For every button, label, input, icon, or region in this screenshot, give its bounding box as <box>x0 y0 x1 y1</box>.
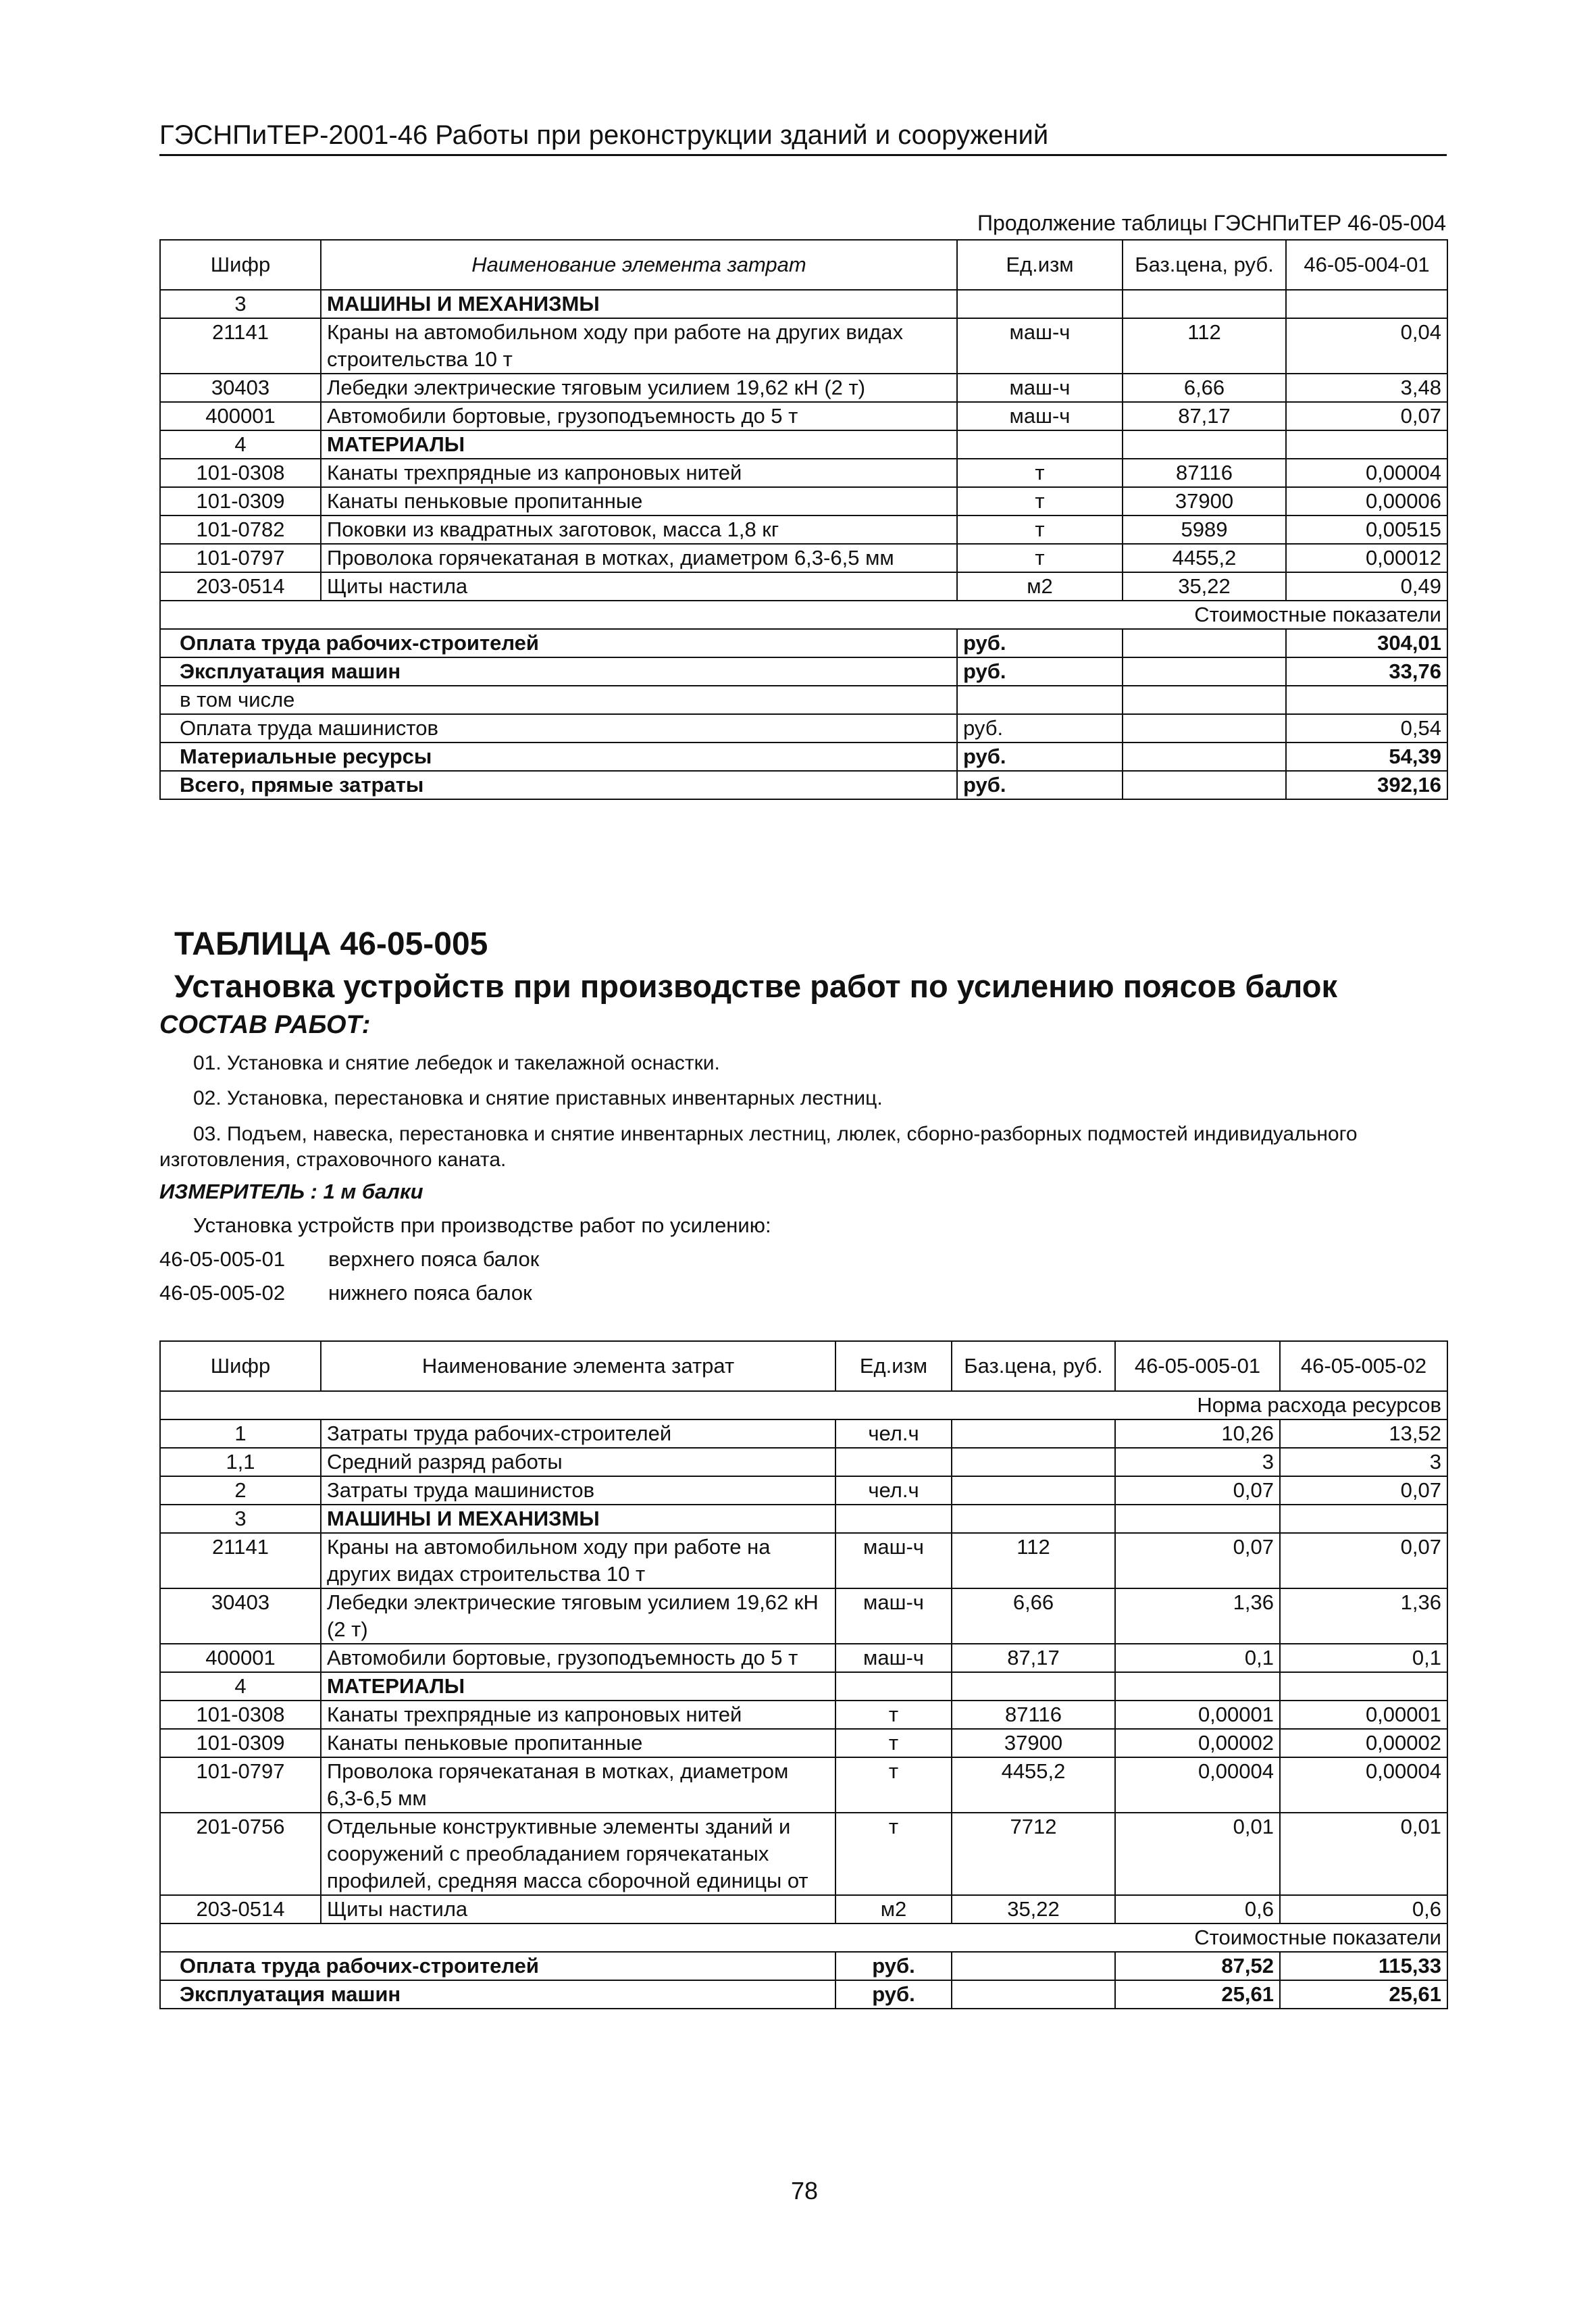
table-row <box>160 1672 1447 1701</box>
cost-row <box>160 771 1447 799</box>
cost-row <box>160 743 1447 771</box>
cost-row <box>160 657 1447 686</box>
row-name: Средний разряд работы <box>321 1448 835 1476</box>
table-row <box>160 402 1447 430</box>
cost-value: 54,39 <box>1286 743 1447 771</box>
row-name: МАШИНЫ И МЕХАНИЗМЫ <box>321 290 957 318</box>
cost-empty <box>1123 771 1286 799</box>
row-unit: маш-ч <box>835 1588 952 1644</box>
row-value-2: 0,07 <box>1280 1476 1447 1505</box>
cost-value-1: 87,52 <box>1115 1952 1280 1980</box>
row-price <box>952 1419 1115 1448</box>
row-value-1: 0,00001 <box>1115 1701 1280 1729</box>
row-price <box>952 1448 1115 1476</box>
row-value-2: 0,6 <box>1280 1895 1447 1923</box>
row-code: 400001 <box>160 402 321 430</box>
row-price: 6,66 <box>952 1588 1115 1644</box>
column-header: Ед.изм <box>835 1341 952 1391</box>
row-value: 3,48 <box>1286 374 1447 402</box>
cost-unit: руб. <box>957 657 1123 686</box>
row-name: Автомобили бортовые, грузоподъемность до 5 т <box>321 402 957 430</box>
cost-empty <box>1123 657 1286 686</box>
cost-label-row <box>160 1923 1447 1952</box>
row-code: 101-0797 <box>160 544 321 572</box>
row-value-2: 0,07 <box>1280 1533 1447 1588</box>
row-unit: т <box>957 459 1123 487</box>
row-name: МАШИНЫ И МЕХАНИЗМЫ <box>321 1505 835 1533</box>
measure-unit: ИЗМЕРИТЕЛЬ : 1 м балки <box>159 1180 423 1203</box>
row-value-1: 0,00002 <box>1115 1729 1280 1757</box>
cost-label-row <box>160 601 1447 629</box>
cost-empty <box>1123 714 1286 743</box>
row-name: МАТЕРИАЛЫ <box>321 430 957 459</box>
table1 <box>159 239 1448 800</box>
row-code: 3 <box>160 1505 321 1533</box>
row-code: 3 <box>160 290 321 318</box>
cost-value-2: 25,61 <box>1280 1980 1447 2009</box>
cost-row <box>160 1952 1447 1980</box>
cost-name: Всего, прямые затраты <box>160 771 957 799</box>
row-code: 400001 <box>160 1644 321 1672</box>
cost-name: Оплата труда рабочих-строителей <box>160 1952 835 1980</box>
table-row <box>160 290 1447 318</box>
row-unit <box>835 1448 952 1476</box>
cost-unit: руб. <box>957 743 1123 771</box>
row-code: 30403 <box>160 1588 321 1644</box>
row-code: 30403 <box>160 374 321 402</box>
column-header: Наименование элемента затрат <box>321 1341 835 1391</box>
row-code: 101-0309 <box>160 487 321 515</box>
row-unit: т <box>957 487 1123 515</box>
cost-unit: руб. <box>835 1980 952 2009</box>
row-unit: маш-ч <box>835 1533 952 1588</box>
row-price: 5989 <box>1123 515 1286 544</box>
row-name: Краны на автомобильном ходу при работе на других видах строительства 10 т <box>321 318 957 374</box>
row-unit <box>835 1505 952 1533</box>
row-code: 101-0782 <box>160 515 321 544</box>
row-unit: маш-ч <box>957 318 1123 374</box>
table-header-row <box>160 1341 1447 1391</box>
cost-row <box>160 714 1447 743</box>
row-code: 2 <box>160 1476 321 1505</box>
row-price: 87116 <box>1123 459 1286 487</box>
cost-unit <box>957 686 1123 714</box>
row-code: 101-0308 <box>160 1701 321 1729</box>
row-code: 203-0514 <box>160 1895 321 1923</box>
row-value <box>1286 290 1447 318</box>
row-code: 101-0308 <box>160 459 321 487</box>
row-code: 1,1 <box>160 1448 321 1476</box>
row-name: Канаты пеньковые пропитанные <box>321 1729 835 1757</box>
row-unit: маш-ч <box>957 402 1123 430</box>
table1-caption: Продолжение таблицы ГЭСНПиТЕР 46-05-004 <box>977 211 1446 235</box>
table-row <box>160 318 1447 374</box>
cost-unit: руб. <box>957 771 1123 799</box>
row-code: 21141 <box>160 1533 321 1588</box>
row-price: 35,22 <box>1123 572 1286 601</box>
column-header: 46-05-005-02 <box>1280 1341 1447 1391</box>
page-number: 78 <box>791 2177 819 2205</box>
row-name: Проволока горячекатаная в мотках, диаметром 6,3-6,5 мм <box>321 1757 835 1813</box>
variant-name: верхнего пояса балок <box>328 1247 540 1271</box>
row-unit: т <box>835 1813 952 1895</box>
row-price <box>952 1476 1115 1505</box>
table-row <box>160 1757 1447 1813</box>
row-value: 0,04 <box>1286 318 1447 374</box>
row-value-2: 0,00002 <box>1280 1729 1447 1757</box>
row-value: 0,00006 <box>1286 487 1447 515</box>
row-value-1: 3 <box>1115 1448 1280 1476</box>
table-row <box>160 1813 1447 1895</box>
row-name: Щиты настила <box>321 1895 835 1923</box>
row-value-1: 0,07 <box>1115 1476 1280 1505</box>
row-value: 0,49 <box>1286 572 1447 601</box>
row-value-1: 0,01 <box>1115 1813 1280 1895</box>
row-price <box>952 1672 1115 1701</box>
row-price <box>1123 430 1286 459</box>
row-unit: маш-ч <box>957 374 1123 402</box>
cost-value-1: 25,61 <box>1115 1980 1280 2009</box>
table-row <box>160 1701 1447 1729</box>
table-row <box>160 515 1447 544</box>
table-row <box>160 1448 1447 1476</box>
cost-name: Оплата труда машинистов <box>160 714 957 743</box>
table-row <box>160 374 1447 402</box>
row-value-1 <box>1115 1505 1280 1533</box>
table-row <box>160 1895 1447 1923</box>
row-value-2: 3 <box>1280 1448 1447 1476</box>
column-header: Баз.цена, руб. <box>952 1341 1115 1391</box>
row-value-1: 1,36 <box>1115 1588 1280 1644</box>
variants-intro: Установка устройств при производстве работ по усилению: <box>193 1213 771 1237</box>
row-name: Поковки из квадратных заготовок, масса 1,8 кг <box>321 515 957 544</box>
row-price: 87,17 <box>1123 402 1286 430</box>
row-price <box>1123 290 1286 318</box>
table-row <box>160 1419 1447 1448</box>
work-composition-label: СОСТАВ РАБОТ: <box>159 1011 371 1039</box>
row-price: 6,66 <box>1123 374 1286 402</box>
section-subtitle: Установка устройств при производстве работ по усилению поясов балок <box>174 968 1337 1004</box>
cost-empty <box>952 1952 1115 1980</box>
row-name: Отдельные конструктивные элементы зданий и сооружений с преобладанием горячекатаных профилей, средняя масса сборочной единицы от <box>321 1813 835 1895</box>
cost-value <box>1286 686 1447 714</box>
cost-value-2: 115,33 <box>1280 1952 1447 1980</box>
row-code: 201-0756 <box>160 1813 321 1895</box>
work-item: 01. Установка и снятие лебедок и такелажной оснастки. <box>193 1052 720 1074</box>
row-price: 37900 <box>1123 487 1286 515</box>
row-value-1 <box>1115 1672 1280 1701</box>
row-unit: маш-ч <box>835 1644 952 1672</box>
cost-row <box>160 629 1447 657</box>
row-name: Лебедки электрические тяговым усилием 19,62 кН (2 т) <box>321 374 957 402</box>
row-value-1: 0,6 <box>1115 1895 1280 1923</box>
row-value-2 <box>1280 1672 1447 1701</box>
row-value-2: 0,1 <box>1280 1644 1447 1672</box>
row-value-2 <box>1280 1505 1447 1533</box>
norm-label-row <box>160 1391 1447 1419</box>
row-value-1: 0,1 <box>1115 1644 1280 1672</box>
row-value-1: 0,07 <box>1115 1533 1280 1588</box>
row-name: МАТЕРИАЛЫ <box>321 1672 835 1701</box>
page-header-title: ГЭСНПиТЕР-2001-46 Работы при реконструкции зданий и сооружений <box>159 120 1049 150</box>
work-item: 03. Подъем, навеска, перестановка и снятие инвентарных лестниц, люлек, сборно-разборных подмостей индивидуального <box>193 1123 1358 1145</box>
cost-name: в том числе <box>160 686 957 714</box>
row-value <box>1286 430 1447 459</box>
cost-name: Материальные ресурсы <box>160 743 957 771</box>
column-header: Ед.изм <box>957 240 1123 290</box>
row-value: 0,00012 <box>1286 544 1447 572</box>
row-code: 101-0309 <box>160 1729 321 1757</box>
table-row <box>160 1476 1447 1505</box>
row-unit: т <box>957 515 1123 544</box>
table2 <box>159 1340 1448 2009</box>
section-title: ТАБЛИЦА 46-05-005 <box>174 926 488 962</box>
row-value: 0,00515 <box>1286 515 1447 544</box>
table-row <box>160 1644 1447 1672</box>
cost-label: Стоимостные показатели <box>160 601 1447 629</box>
row-price: 112 <box>1123 318 1286 374</box>
row-name: Щиты настила <box>321 572 957 601</box>
norm-label: Норма расхода ресурсов <box>160 1391 1447 1419</box>
row-unit: м2 <box>957 572 1123 601</box>
row-price: 4455,2 <box>952 1757 1115 1813</box>
row-unit: т <box>835 1729 952 1757</box>
table-row <box>160 459 1447 487</box>
cost-unit: руб. <box>957 714 1123 743</box>
row-value-1: 0,00004 <box>1115 1757 1280 1813</box>
row-code: 4 <box>160 1672 321 1701</box>
row-value: 0,00004 <box>1286 459 1447 487</box>
row-value-2: 13,52 <box>1280 1419 1447 1448</box>
row-unit: м2 <box>835 1895 952 1923</box>
row-value-1: 10,26 <box>1115 1419 1280 1448</box>
row-price: 7712 <box>952 1813 1115 1895</box>
row-value-2: 0,00001 <box>1280 1701 1447 1729</box>
column-header: 46-05-005-01 <box>1115 1341 1280 1391</box>
cost-empty <box>952 1980 1115 2009</box>
row-unit: т <box>835 1701 952 1729</box>
row-name: Автомобили бортовые, грузоподъемность до 5 т <box>321 1644 835 1672</box>
row-price: 87,17 <box>952 1644 1115 1672</box>
table-row <box>160 1588 1447 1644</box>
row-unit <box>957 430 1123 459</box>
row-unit: чел.ч <box>835 1419 952 1448</box>
row-name: Лебедки электрические тяговым усилием 19,62 кН (2 т) <box>321 1588 835 1644</box>
cost-name: Оплата труда рабочих-строителей <box>160 629 957 657</box>
row-unit: т <box>957 544 1123 572</box>
variant-name: нижнего пояса балок <box>328 1281 532 1305</box>
table-row <box>160 1505 1447 1533</box>
row-code: 101-0797 <box>160 1757 321 1813</box>
variant-code: 46-05-005-02 <box>159 1281 286 1305</box>
row-code: 4 <box>160 430 321 459</box>
row-unit: т <box>835 1757 952 1813</box>
column-header: Шифр <box>160 1341 321 1391</box>
table-row <box>160 487 1447 515</box>
cost-unit: руб. <box>835 1952 952 1980</box>
work-item: 02. Установка, перестановка и снятие приставных инвентарных лестниц. <box>193 1087 883 1109</box>
row-name: Канаты трехпрядные из капроновых нитей <box>321 459 957 487</box>
cost-row <box>160 1980 1447 2009</box>
table-row <box>160 544 1447 572</box>
column-header: Шифр <box>160 240 321 290</box>
cost-value: 0,54 <box>1286 714 1447 743</box>
column-header: Баз.цена, руб. <box>1123 240 1286 290</box>
row-name: Проволока горячекатаная в мотках, диаметром 6,3-6,5 мм <box>321 544 957 572</box>
cost-empty <box>1123 629 1286 657</box>
column-header: 46-05-004-01 <box>1286 240 1447 290</box>
row-value: 0,07 <box>1286 402 1447 430</box>
row-price: 87116 <box>952 1701 1115 1729</box>
row-value-2: 0,00004 <box>1280 1757 1447 1813</box>
row-unit: чел.ч <box>835 1476 952 1505</box>
table-row <box>160 572 1447 601</box>
header-rule <box>159 154 1447 156</box>
row-price: 112 <box>952 1533 1115 1588</box>
cost-label: Стоимостные показатели <box>160 1923 1447 1952</box>
row-unit <box>835 1672 952 1701</box>
row-code: 1 <box>160 1419 321 1448</box>
row-name: Затраты труда машинистов <box>321 1476 835 1505</box>
cost-empty <box>1123 686 1286 714</box>
cost-empty <box>1123 743 1286 771</box>
table-row <box>160 1533 1447 1588</box>
cost-value: 392,16 <box>1286 771 1447 799</box>
cost-row <box>160 686 1447 714</box>
column-header: Наименование элемента затрат <box>321 240 957 290</box>
variant-code: 46-05-005-01 <box>159 1247 286 1271</box>
cost-name: Эксплуатация машин <box>160 1980 835 2009</box>
row-code: 203-0514 <box>160 572 321 601</box>
table-row <box>160 430 1447 459</box>
cost-name: Эксплуатация машин <box>160 657 957 686</box>
cost-unit: руб. <box>957 629 1123 657</box>
work-item: изготовления, страховочного каната. <box>159 1149 507 1171</box>
table-header-row <box>160 240 1447 290</box>
row-price: 4455,2 <box>1123 544 1286 572</box>
row-value-2: 0,01 <box>1280 1813 1447 1895</box>
cost-value: 304,01 <box>1286 629 1447 657</box>
row-value-2: 1,36 <box>1280 1588 1447 1644</box>
row-price <box>952 1505 1115 1533</box>
table-row <box>160 1729 1447 1757</box>
cost-value: 33,76 <box>1286 657 1447 686</box>
row-name: Канаты трехпрядные из капроновых нитей <box>321 1701 835 1729</box>
row-price: 37900 <box>952 1729 1115 1757</box>
row-unit <box>957 290 1123 318</box>
row-code: 21141 <box>160 318 321 374</box>
row-name: Затраты труда рабочих-строителей <box>321 1419 835 1448</box>
row-name: Краны на автомобильном ходу при работе на других видах строительства 10 т <box>321 1533 835 1588</box>
row-price: 35,22 <box>952 1895 1115 1923</box>
row-name: Канаты пеньковые пропитанные <box>321 487 957 515</box>
